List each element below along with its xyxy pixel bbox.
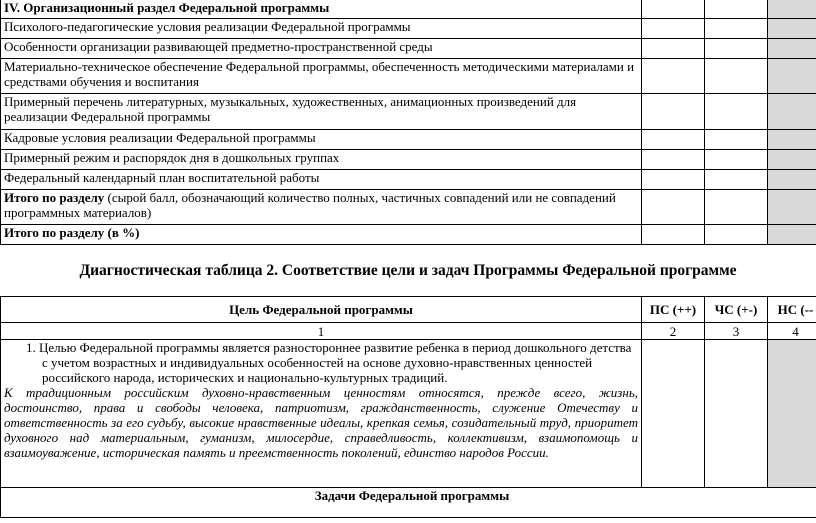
score-cell-ps bbox=[642, 170, 705, 190]
goal-row bbox=[1, 340, 816, 488]
section-title-row bbox=[1, 0, 816, 19]
score-cell-ns bbox=[768, 130, 816, 150]
score-cell-ns bbox=[768, 190, 816, 225]
score-cell-ps bbox=[642, 150, 705, 170]
table-row bbox=[1, 39, 816, 59]
header-ps: ПС (++) bbox=[642, 297, 705, 323]
score-cell-chs bbox=[705, 94, 768, 130]
score-cell-chs bbox=[705, 19, 768, 39]
score-cell-ns bbox=[768, 19, 816, 39]
table-row bbox=[1, 59, 816, 94]
total-row bbox=[1, 190, 816, 225]
score-cell-chs bbox=[705, 340, 768, 488]
score-cell-chs bbox=[705, 170, 768, 190]
score-cell-ns bbox=[768, 59, 816, 94]
table-row bbox=[1, 19, 816, 39]
table-row bbox=[1, 94, 816, 130]
section-title: IV. Организационный раздел Федеральной программы bbox=[1, 0, 642, 19]
score-cell-chs bbox=[705, 130, 768, 150]
total-label-note: (сырой балл, обозначающий количество полных, частичных совпадений или не совпадений программных материалов) bbox=[4, 190, 616, 220]
score-cell-ps bbox=[642, 19, 705, 39]
score-cell-ps bbox=[642, 94, 705, 130]
score-cell-ps bbox=[642, 39, 705, 59]
row-label: Федеральный календарный план воспитательной работы bbox=[1, 170, 642, 190]
table-caption: Диагностическая таблица 2. Соответствие цели и задач Программы Федеральной программе bbox=[79, 262, 737, 279]
total-label-bold: Итого по разделу bbox=[4, 190, 105, 205]
total-percent-row bbox=[1, 225, 816, 245]
header-ns: НС (-- bbox=[768, 297, 816, 323]
table-row bbox=[1, 150, 816, 170]
score-cell-ps bbox=[642, 340, 705, 488]
column-number: 4 bbox=[768, 323, 816, 340]
score-cell-chs bbox=[705, 59, 768, 94]
score-cell-chs bbox=[705, 0, 768, 19]
score-cell-ns bbox=[768, 0, 816, 19]
score-cell-ns bbox=[768, 340, 816, 488]
score-cell-ps bbox=[642, 190, 705, 225]
score-cell-ns bbox=[768, 94, 816, 130]
header-goal: Цель Федеральной программы bbox=[1, 297, 642, 323]
score-cell-chs bbox=[705, 225, 768, 245]
score-cell-ps bbox=[642, 59, 705, 94]
row-label: Примерный режим и распорядок дня в дошкольных группах bbox=[1, 150, 642, 170]
column-number-row bbox=[1, 323, 816, 340]
total-percent-label: Итого по разделу (в %) bbox=[1, 225, 642, 245]
goal-compliance-table bbox=[0, 296, 816, 518]
goal-cell bbox=[1, 340, 642, 488]
score-cell-ps bbox=[642, 225, 705, 245]
score-cell-chs bbox=[705, 190, 768, 225]
table-row bbox=[1, 170, 816, 190]
score-cell-chs bbox=[705, 39, 768, 59]
column-number: 2 bbox=[642, 323, 705, 340]
tasks-title: Задачи Федеральной программы bbox=[1, 488, 816, 518]
score-cell-ns bbox=[768, 225, 816, 245]
tasks-row bbox=[1, 488, 816, 518]
organizational-section-table bbox=[0, 0, 816, 245]
score-cell-ns bbox=[768, 150, 816, 170]
values-text: К традиционным российским духовно-нравственным ценностям относятся, прежде всего, жизнь, достоинство, права и свободы человека, патриотизм, гражданственность, служение Отечеству и ответственность за его судьбу, высокие нравственные идеалы, крепкая семья, созидательный труд, приоритет духовного над материальным, гуманизм, милосердие, справедливость, коллективизм, взаимопомощь и взаимоуважение, историческая память и преемственность поколений, единство народов России. bbox=[4, 385, 638, 460]
score-cell-ps bbox=[642, 0, 705, 19]
header-chs: ЧС (+-) bbox=[705, 297, 768, 323]
table-row bbox=[1, 130, 816, 150]
row-label: Материально-техническое обеспечение Федеральной программы, обеспеченность методическими материалами и средствами обучения и воспитания bbox=[1, 59, 642, 94]
row-label: Кадровые условия реализации Федеральной программы bbox=[1, 130, 642, 150]
header-row bbox=[1, 297, 816, 323]
score-cell-ns bbox=[768, 39, 816, 59]
row-label: Особенности организации развивающей предметно-пространственной среды bbox=[1, 39, 642, 59]
column-number: 1 bbox=[1, 323, 642, 340]
score-cell-chs bbox=[705, 150, 768, 170]
score-cell-ns bbox=[768, 170, 816, 190]
total-label bbox=[1, 190, 642, 225]
column-number: 3 bbox=[705, 323, 768, 340]
row-label: Примерный перечень литературных, музыкальных, художественных, анимационных произведений для реализации Федеральной программы bbox=[1, 94, 642, 130]
score-cell-ps bbox=[642, 130, 705, 150]
row-label: Психолого-педагогические условия реализации Федеральной программы bbox=[1, 19, 642, 39]
goal-text: 1. Целью Федеральной программы является разностороннее развитие ребенка в период дошкольного детства с учетом возрастных и индивидуальных особенностей на основе духовно-нравственных ценностей российского народа, исторических и национально-культурных традиций. bbox=[26, 340, 632, 385]
